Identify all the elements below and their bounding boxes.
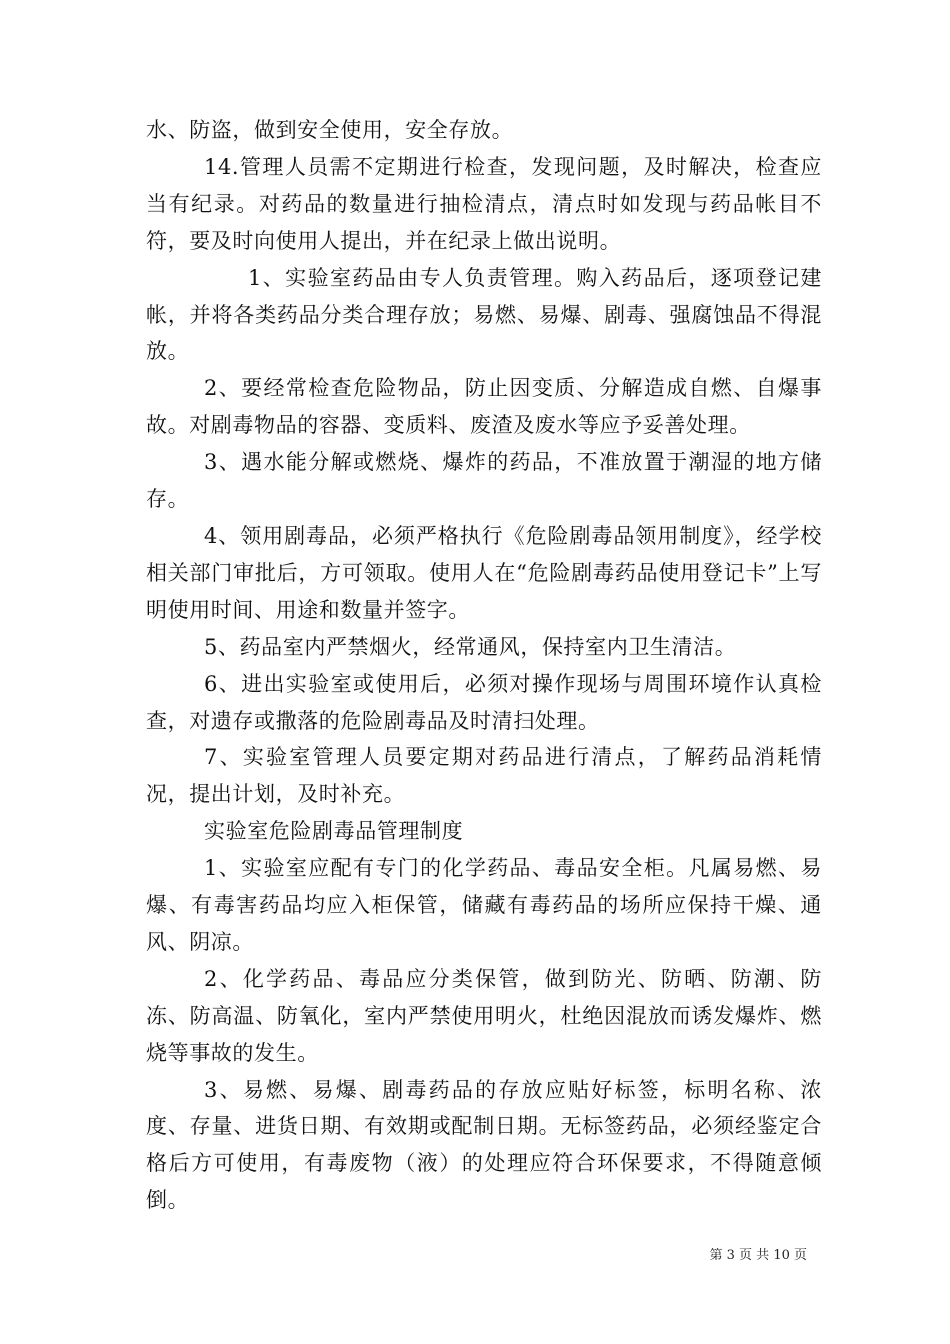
paragraph-item-14: 14.管理人员需不定期进行检查，发现问题，及时解决，检查应当有纪录。对药品的数量进行抽检清点，清点时如发现与药品帐目不符，要及时向使用人提出，并在纪录上做出说明。 xyxy=(146,154,822,253)
paragraph-item-6: 6、进出实验室或使用后，必须对操作现场与周围环境作认真检查，对遗存或撒落的危险剧毒品及时清扫处理。 xyxy=(146,671,822,733)
paragraph-section-item-2: 2、化学药品、毒品应分类保管，做到防光、防晒、防潮、防冻、防高温、防氧化，室内严禁使用明火，杜绝因混放而诱发爆炸、燃烧等事故的发生。 xyxy=(146,966,822,1065)
paragraph-continuation: 水、防盗，做到安全使用，安全存放。 xyxy=(146,118,514,142)
paragraph-item-3: 3、遇水能分解或燃烧、爆炸的药品，不准放置于潮湿的地方储存。 xyxy=(146,450,822,512)
paragraph-item-1: 1、实验室药品由专人负责管理。购入药品后，逐项登记建帐，并将各类药品分类合理存放；易燃、易爆、剧毒、强腐蚀品不得混放。 xyxy=(146,265,822,364)
section-heading: 实验室危险剧毒品管理制度 xyxy=(204,819,464,844)
paragraph-item-5: 5、药品室内严禁烟火，经常通风，保持室内卫生清洁。 xyxy=(204,634,737,659)
paragraph-item-4: 4、领用剧毒品，必须严格执行《危险剧毒品领用制度》，经学校相关部门审批后，方可领取。使用人在“危险剧毒药品使用登记卡”上写明使用时间、用途和数量并签字。 xyxy=(146,523,822,622)
paragraph-section-item-3: 3、易燃、易爆、剧毒药品的存放应贴好标签，标明名称、浓度、存量、进货日期、有效期或配制日期。无标签药品，必须经鉴定合格后方可使用，有毒废物（液）的处理应符合环保要求，不得随意倾倒。 xyxy=(146,1077,822,1213)
paragraph-item-2: 2、要经常检查危险物品，防止因变质、分解造成自燃、自爆事故。对剧毒物品的容器、变质料、废渣及废水等应予妥善处理。 xyxy=(146,376,822,438)
paragraph-section-item-1: 1、实验室应配有专门的化学药品、毒品安全柜。凡属易燃、易爆、有毒害药品均应入柜保管，储藏有毒药品的场所应保持干燥、通风、阴凉。 xyxy=(146,856,822,954)
document-body xyxy=(146,112,822,1219)
page-number-footer: 第 3 页 共 10 页 xyxy=(709,1248,807,1263)
paragraph-item-7: 7、实验室管理人员要定期对药品进行清点，了解药品消耗情况，提出计划，及时补充。 xyxy=(146,745,822,807)
